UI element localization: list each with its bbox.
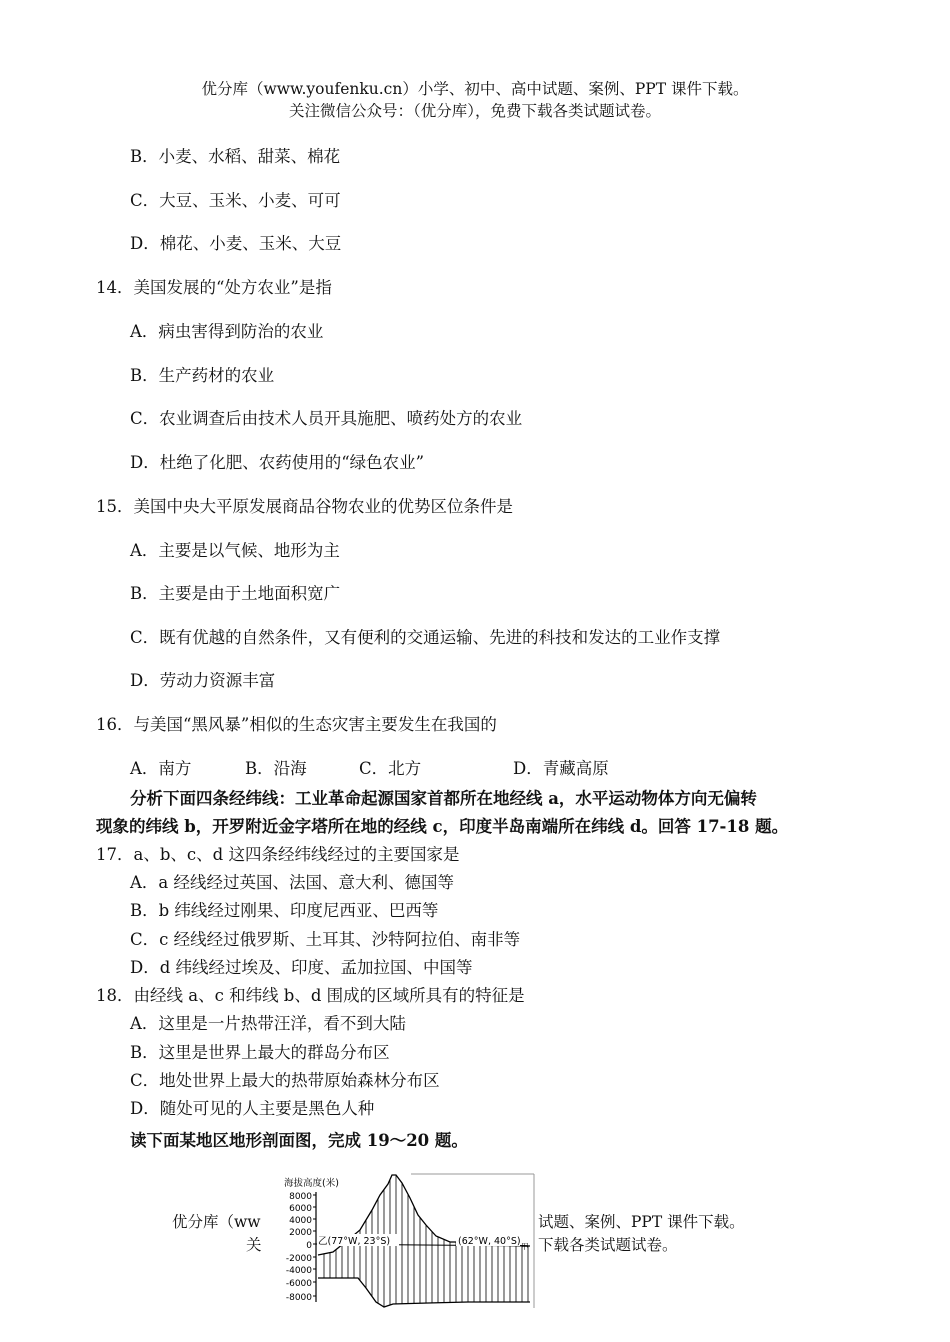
q17-option-d: D．d 纬线经过埃及、印度、孟加拉国、中国等 <box>130 958 473 977</box>
q14-option-d: D．杜绝了化肥、农药使用的“绿色农业” <box>130 453 425 472</box>
intro-17-18-line-2: 现象的纬线 b，开罗附近金字塔所在地的经线 c，印度半岛南端所在纬线 d。回答 17-18 题。 <box>96 817 789 836</box>
footer-line-1-left: 优分库（ww <box>172 1213 261 1231</box>
q15-option-b: B．主要是由于土地面积宽广 <box>130 584 341 603</box>
y-tick-label: -8000 <box>285 1293 312 1303</box>
q15-stem: 15．美国中央大平原发展商品谷物农业的优势区位条件是 <box>96 497 513 516</box>
footer-line-2-left: 关 <box>246 1236 262 1254</box>
q18-option-c: C．地处世界上最大的热带原始森林分布区 <box>130 1071 440 1090</box>
q16-option-c: C．北方 <box>359 759 422 778</box>
q14-option-c: C．农业调查后由技术人员开具施肥、喷药处方的农业 <box>130 409 523 428</box>
q13-option-c: C．大豆、玉米、小麦、可可 <box>130 191 341 210</box>
q14-option-a: A．病虫害得到防治的农业 <box>130 322 324 341</box>
q17-option-c: C．c 经线经过俄罗斯、土耳其、沙特阿拉伯、南非等 <box>130 930 521 949</box>
terrain-profile-svg <box>268 1170 536 1314</box>
q18-stem: 18．由经线 a、c 和纬线 b、d 围成的区域所具有的特征是 <box>96 986 525 1005</box>
q13-option-b: B．小麦、水稻、甜菜、棉花 <box>130 147 341 166</box>
header-line-1: 优分库（www.youfenku.cn）小学、初中、高中试题、案例、PPT 课件下载。 <box>201 80 749 98</box>
y-tick-label: 4000 <box>289 1216 312 1226</box>
y-tick-label: -4000 <box>285 1266 312 1276</box>
point-label-right: (62°W, 40°S) <box>458 1236 521 1247</box>
point-label-jia: 甲 <box>521 1242 529 1251</box>
y-tick-label: 2000 <box>289 1228 312 1238</box>
q14-option-b: B．生产药材的农业 <box>130 366 275 385</box>
header-line-2: 关注微信公众号：（优分库），免费下载各类试题试卷。 <box>288 102 661 120</box>
q18-option-a: A．这里是一片热带汪洋，看不到大陆 <box>130 1014 406 1033</box>
q16-stem: 16．与美国“黑风暴”相似的生态灾害主要发生在我国的 <box>96 715 497 734</box>
y-tick-label: -2000 <box>285 1254 312 1264</box>
terrain-profile-figure <box>268 1170 536 1314</box>
q17-option-a: A．a 经线经过英国、法国、意大利、德国等 <box>130 873 454 892</box>
q16-option-a: A．南方 <box>130 759 192 778</box>
y-tick-label: 6000 <box>289 1204 312 1214</box>
intro-17-18-line-1: 分析下面四条经纬线：工业革命起源国家首都所在地经线 a，水平运动物体方向无偏转 <box>130 789 757 808</box>
q15-option-c: C．既有优越的自然条件，又有便利的交通运输、先进的科技和发达的工业作支撑 <box>130 628 721 647</box>
figure-ylabel: 海拔高度(米) <box>284 1178 339 1189</box>
y-tick-label: 8000 <box>289 1192 312 1202</box>
q18-option-b: B．这里是世界上最大的群岛分布区 <box>130 1043 390 1062</box>
q16-option-d: D．青藏高原 <box>513 759 609 778</box>
q17-stem: 17．a、b、c、d 这四条经纬线经过的主要国家是 <box>96 845 460 864</box>
intro-19-20: 读下面某地区地形剖面图，完成 19～20 题。 <box>130 1131 468 1150</box>
q15-option-a: A．主要是以气候、地形为主 <box>130 541 340 560</box>
footer-line-2-right: 下载各类试题试卷。 <box>538 1236 678 1254</box>
y-tick-label: -6000 <box>285 1279 312 1289</box>
q13-option-d: D．棉花、小麦、玉米、大豆 <box>130 234 342 253</box>
point-label-yi: 乙(77°W, 23°S) <box>318 1236 391 1247</box>
q15-option-d: D．劳动力资源丰富 <box>130 671 276 690</box>
footer-line-1-right: 试题、案例、PPT 课件下载。 <box>538 1213 745 1231</box>
y-tick-label: 0 <box>306 1241 312 1251</box>
q17-option-b: B．b 纬线经过刚果、印度尼西亚、巴西等 <box>130 901 439 920</box>
q14-stem: 14．美国发展的“处方农业”是指 <box>96 278 332 297</box>
q18-option-d: D．随处可见的人主要是黑色人种 <box>130 1099 375 1118</box>
q16-option-b: B．沿海 <box>245 759 307 778</box>
